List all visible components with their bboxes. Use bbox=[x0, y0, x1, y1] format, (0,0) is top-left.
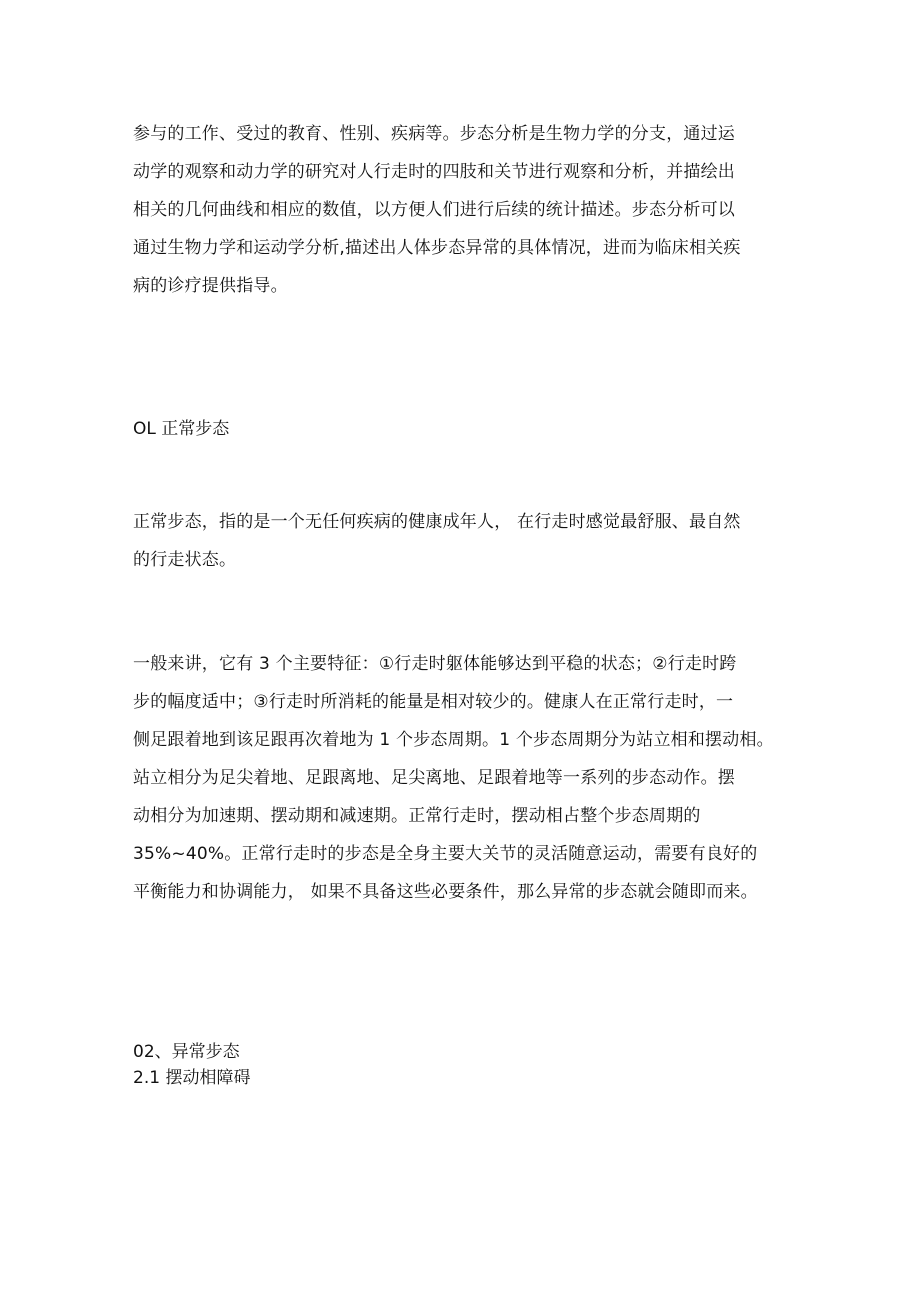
text-line: 相关的几何曲线和相应的数值，以方便人们进行后续的统计描述。步态分析可以 bbox=[133, 200, 735, 220]
text-line: 一般来讲，它有 3 个主要特征：①行走时躯体能够达到平稳的状态；②行走时跨 bbox=[133, 654, 737, 674]
text-line: 35%~40%。正常行走时的步态是全身主要大关节的灵活随意运动，需要有良好的 bbox=[133, 844, 758, 864]
text-line: 病的诊疗提供指导。 bbox=[133, 276, 288, 296]
section-heading-normal-gait: OL 正常步态 bbox=[133, 419, 230, 439]
section-heading-abnormal-gait: 02、异常步态 bbox=[133, 1042, 240, 1062]
text-line: 动相分为加速期、摆动期和减速期。正常行走时，摆动相占整个步态周期的 bbox=[133, 806, 701, 826]
text-line: 参与的工作、受过的教育、性别、疾病等。步态分析是生物力学的分支，通过运 bbox=[133, 124, 735, 144]
paragraph-intro bbox=[133, 115, 813, 305]
text-line: 步的幅度适中；③行走时所消耗的能量是相对较少的。健康人在正常行走时，一 bbox=[133, 692, 734, 712]
paragraph-normal-definition bbox=[133, 503, 813, 579]
subsection-heading-swing-phase: 2.1 摆动相障碍 bbox=[133, 1068, 251, 1088]
text-line: 平衡能力和协调能力， 如果不具备这些必要条件，那么异常的步态就会随即而来。 bbox=[133, 882, 758, 902]
text-line: 侧足跟着地到该足跟再次着地为 1 个步态周期。1 个步态周期分为站立相和摆动相。 bbox=[133, 730, 774, 750]
text-line: 正常步态，指的是一个无任何疾病的健康成年人， 在行走时感觉最舒服、最自然 bbox=[133, 512, 741, 532]
text-line: 动学的观察和动力学的研究对人行走时的四肢和关节进行观察和分析，并描绘出 bbox=[133, 162, 735, 182]
text-line: 通过生物力学和运动学分析,描述出人体步态异常的具体情况，进而为临床相关疾 bbox=[133, 238, 741, 258]
text-line: 的行走状态。 bbox=[133, 550, 237, 570]
text-line: 站立相分为足尖着地、足跟离地、足尖离地、足跟着地等一系列的步态动作。摆 bbox=[133, 768, 735, 788]
paragraph-features bbox=[133, 645, 813, 911]
